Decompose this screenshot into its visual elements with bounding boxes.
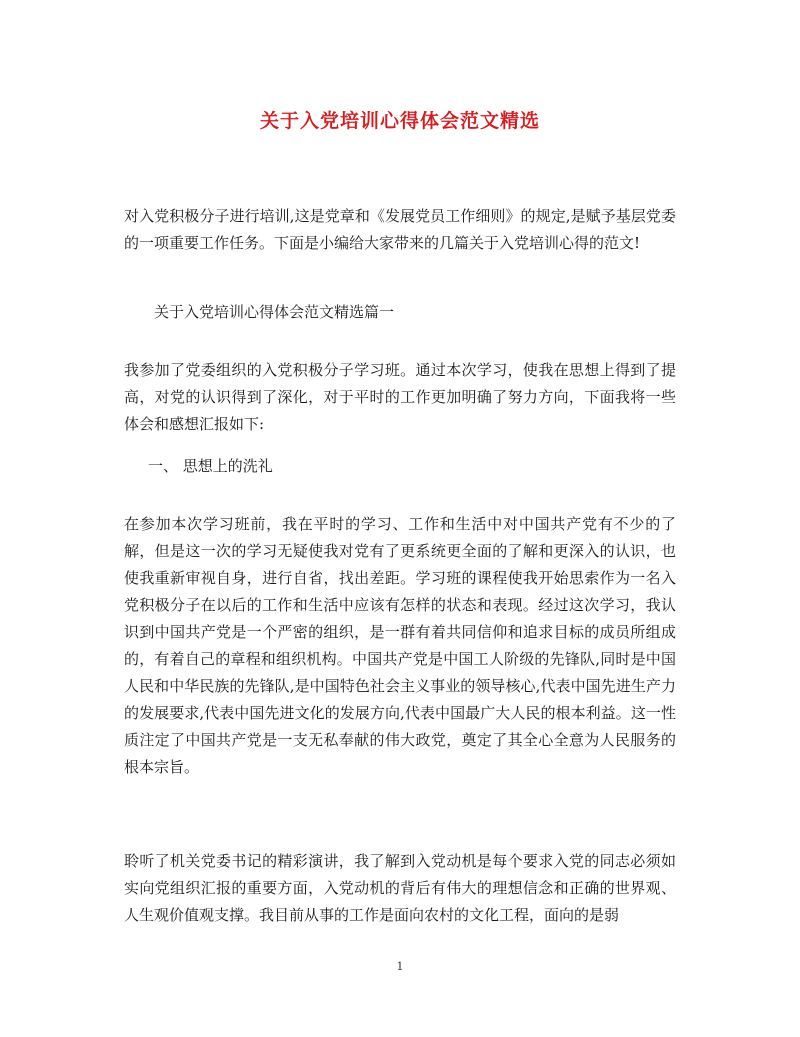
- body-paragraph-1: 我参加了党委组织的入党积极分子学习班。通过本次学习，使我在思想上得到了提高，对党的认识得到了深化，对于平时的工作更加明确了努力方向，下面我将一些体会和感想汇报如下:: [124, 361, 676, 433]
- body-paragraph-3: 聆听了机关党委书记的精彩演讲，我了解到入党动机是每个要求入党的同志必须如实向党组织汇报的重要方面，入党动机的背后有伟大的理想信念和正确的世界观、人生观价值观支撑。我目前从事的工作是面向农村的文化工程，面向的是弱: [124, 852, 676, 924]
- document-title: 关于入党培训心得体会范文精选: [259, 110, 540, 132]
- page-number: 1: [396, 960, 404, 973]
- body-paragraph-2: 在参加本次学习班前，我在平时的学习、工作和生活中对中国共产党有不少的了解，但是这一次的学习无疑使我对党有了更系统更全面的了解和更深入的认识，也使我重新审视自身，进行自省，找出差距。学习班的课程使我开始思索作为一名入党积极分子在以后的工作和生活中应该有怎样的状态和表现。经过这次学习，我认识到中国共产党是一个严密的组织，是一群有着共同信仰和追求目标的成员所组成的，有着自己的章程和组织机构。中国共产党是中国工人阶级的先锋队,同时是中国人民和中华民族的先锋队,是中国特色社会主义事业的领导核心,代表中国先进生产力的发展要求,代表中国先进文化的发展方向,代表中国最广大人民的根本利益。这一性质注定了中国共产党是一支无私奉献的伟大政党，奠定了其全心全意为人民服务的根本宗旨。: [124, 515, 676, 776]
- section-heading: 一、 思想上的洗礼: [148, 457, 273, 475]
- intro-paragraph: 对入党积极分子进行培训,这是党章和《发展党员工作细则》的规定,是赋予基层党委的一项重要工作任务。下面是小编给大家带来的几篇关于入党培训心得的范文!: [124, 207, 676, 252]
- article-heading: 关于入党培训心得体会范文精选篇一: [154, 303, 395, 321]
